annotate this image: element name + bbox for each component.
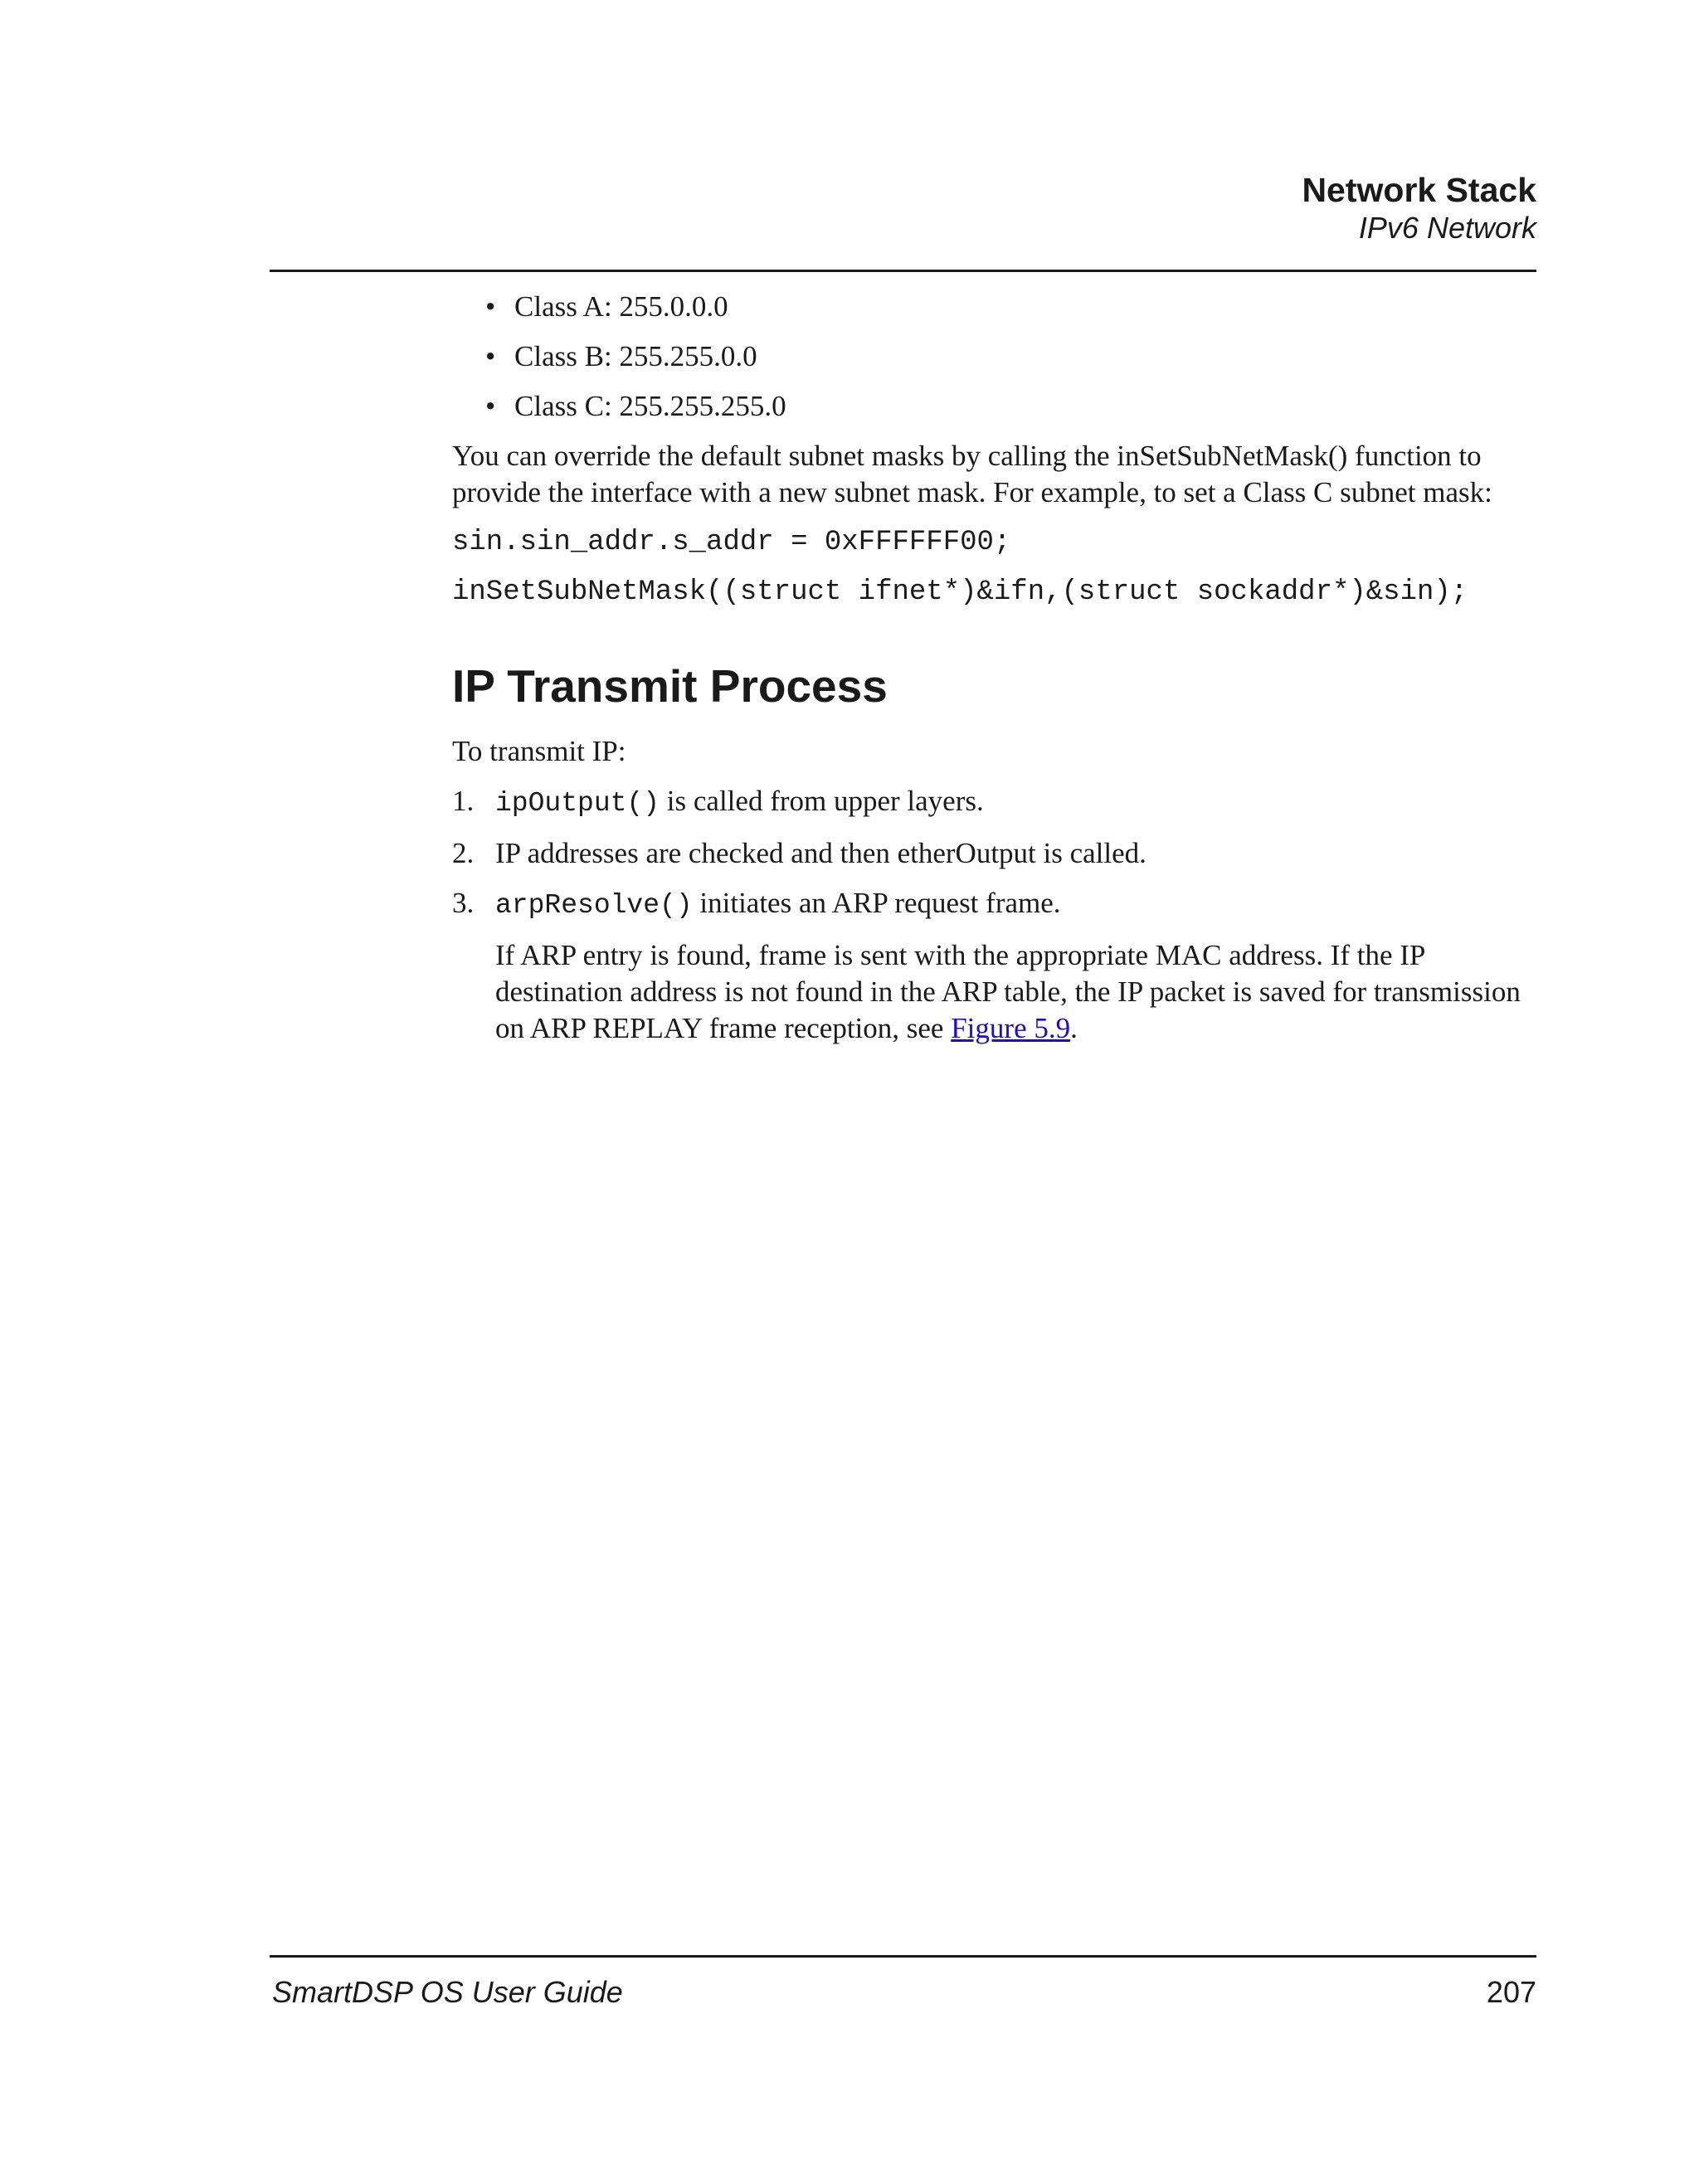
page-number: 207 xyxy=(1486,1975,1536,2009)
function-name: ipOutput() xyxy=(495,788,660,819)
subnet-mask-list xyxy=(452,289,1539,425)
bullet-icon: • xyxy=(485,340,496,372)
bullet-icon: • xyxy=(485,290,496,323)
list-item: • Class C: 255.255.255.0 xyxy=(452,388,1539,425)
section-subtitle: IPv6 Network xyxy=(1358,211,1536,245)
step-number: 1. xyxy=(452,785,475,817)
step-text: initiates an ARP request frame. xyxy=(692,887,1061,919)
step-item xyxy=(452,885,1539,924)
bullet-icon: • xyxy=(485,390,496,422)
steps-list xyxy=(452,783,1539,924)
section-lead: To transmit IP: xyxy=(452,735,626,767)
footer-divider xyxy=(270,1955,1536,1958)
page-header xyxy=(1302,170,1536,246)
step-note: If ARP entry is found, frame is sent with the appropriate MAC address. If the IP destination address is not found in the ARP table, the IP packet is saved for transmission on ARP REPLAY frame reception, see Figure 5.9. xyxy=(495,939,1521,1044)
intro-paragraph: You can override the default subnet masks by calling the inSetSubNetMask() function to provide the interface with a new subnet mask. For example, to set a Class C subnet mask: xyxy=(452,440,1492,508)
step-item xyxy=(452,783,1539,822)
document-title: SmartDSP OS User Guide xyxy=(272,1975,623,2009)
page-content xyxy=(452,289,1539,1047)
chapter-title: Network Stack xyxy=(1302,171,1536,209)
section-heading: IP Transmit Process xyxy=(452,660,888,712)
step-number: 3. xyxy=(452,887,475,919)
step-number: 2. xyxy=(452,837,475,869)
step-text: is called from upper layers. xyxy=(660,785,984,817)
code-line: inSetSubNetMask((struct ifnet*)&ifn,(struct sockaddr*)&sin); xyxy=(452,576,1468,608)
step-item xyxy=(452,835,1539,872)
function-name: arpResolve() xyxy=(495,890,693,921)
step-text: IP addresses are checked and then etherOutput is called. xyxy=(495,837,1146,869)
header-divider xyxy=(270,270,1536,272)
list-item: • Class A: 255.0.0.0 xyxy=(452,289,1539,325)
list-item: • Class B: 255.255.0.0 xyxy=(452,338,1539,375)
code-line: sin.sin_addr.s_addr = 0xFFFFFF00; xyxy=(452,527,1011,558)
figure-link[interactable]: Figure 5.9 xyxy=(951,1012,1071,1044)
